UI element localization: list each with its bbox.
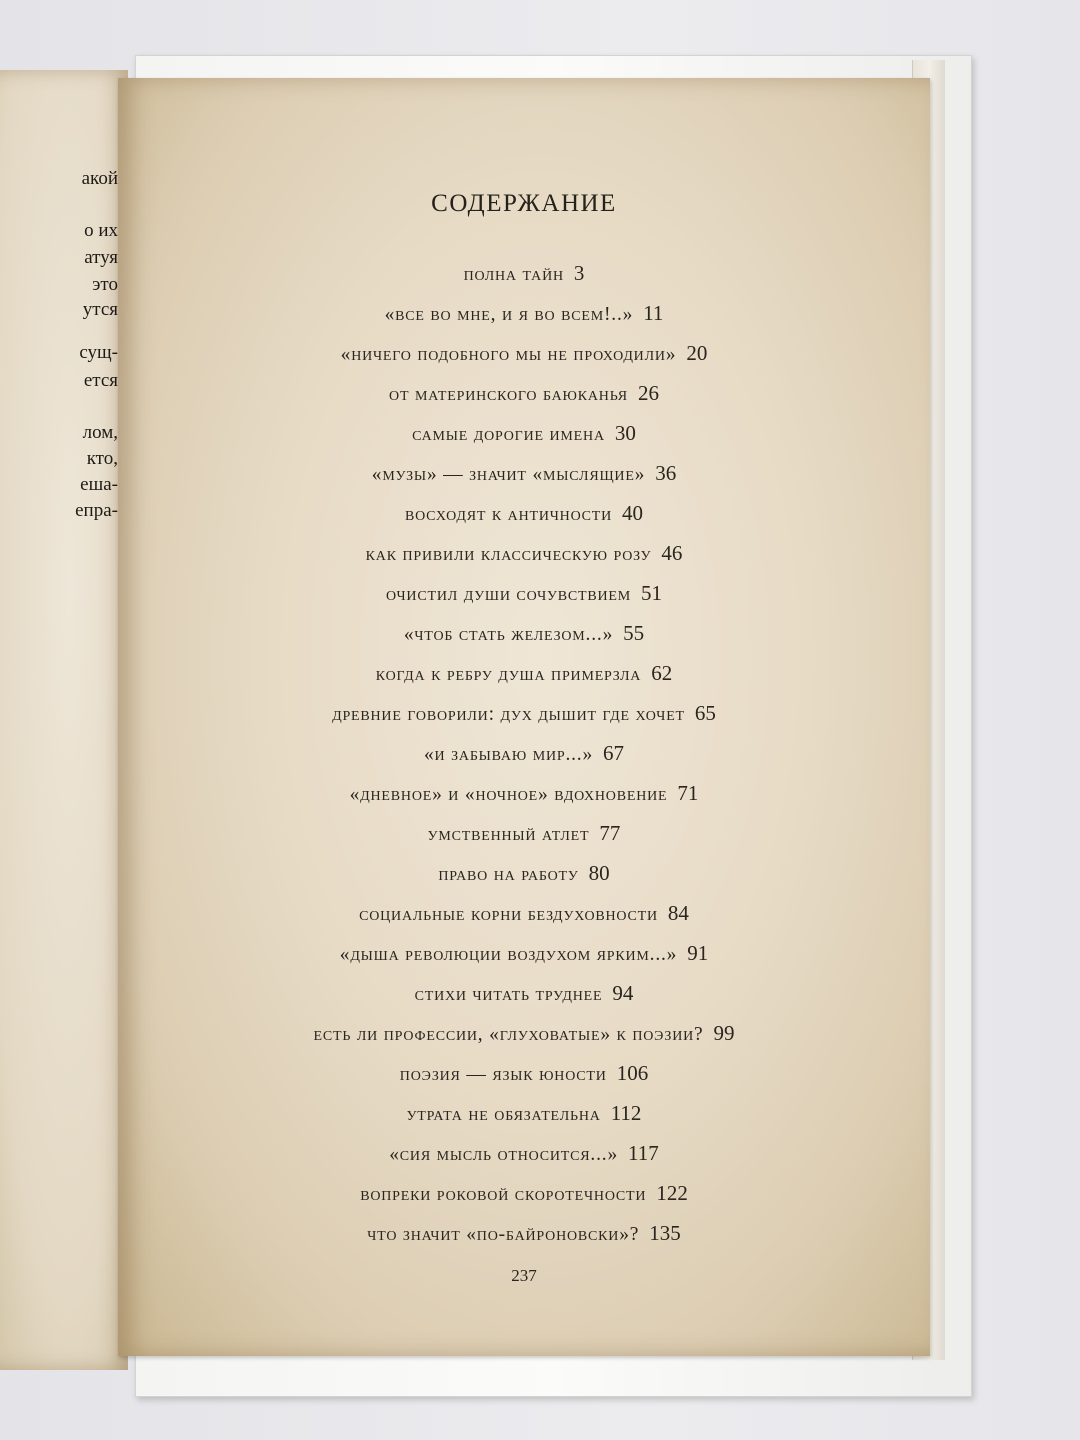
left-page-line: атуя xyxy=(84,247,118,268)
left-page-line: ется xyxy=(83,370,118,391)
toc-entry-title: самые дорогие имена xyxy=(412,424,605,445)
left-page xyxy=(0,70,128,1370)
toc-entry-page: 40 xyxy=(622,501,644,525)
toc-entry-page: 106 xyxy=(616,1061,649,1085)
left-page-line: утся xyxy=(82,299,118,320)
toc-entry-page: 84 xyxy=(667,901,689,925)
toc-entry xyxy=(118,573,930,613)
toc-entry xyxy=(118,333,930,373)
toc-entry-page: 122 xyxy=(656,1181,688,1205)
toc-entry-page: 3 xyxy=(573,261,585,285)
toc-entry xyxy=(118,493,930,533)
left-page-line: сущ- xyxy=(79,342,118,363)
toc-entry-title: полна тайн xyxy=(463,264,564,285)
toc-entry-title: древние говорили: дух дышит где хочет xyxy=(332,704,685,725)
toc-entry-title: «чтоб стать железом...» xyxy=(403,624,614,645)
toc-entry-title: «дневное» и «ночное» вдохновение xyxy=(349,784,668,805)
toc-entry-page: 99 xyxy=(713,1021,735,1045)
toc-entry xyxy=(118,413,930,453)
toc-entry xyxy=(118,973,930,1013)
toc-entry-title: поэзия — язык юности xyxy=(399,1064,607,1085)
toc-entry xyxy=(118,853,930,893)
contents-heading: СОДЕРЖАНИЕ xyxy=(431,190,617,217)
toc-entry-page: 135 xyxy=(649,1221,681,1245)
toc-entry-title: «дыша революции воздухом ярким...» xyxy=(339,944,678,965)
left-page-line: акой xyxy=(81,168,118,189)
toc-entry-title: стихи читать труднее xyxy=(414,984,603,1005)
toc-entry xyxy=(118,1133,930,1173)
toc-entry-page: 26 xyxy=(637,381,659,405)
toc-entry-title: есть ли профессии, «глуховатые» к поэзии? xyxy=(313,1024,704,1045)
left-page-line: епра- xyxy=(75,500,118,521)
toc-entry-page: 67 xyxy=(603,741,625,765)
page-number: 237 xyxy=(511,1266,537,1285)
toc-entry-title: вопреки роковой скоротечности xyxy=(360,1184,647,1205)
toc-entry-page: 51 xyxy=(641,581,663,605)
toc-entry-title: от материнского баюканья xyxy=(389,384,628,405)
toc-entry xyxy=(118,253,930,293)
toc-entry-title: «ничего подобного мы не проходили» xyxy=(340,344,677,365)
toc-entry-page: 112 xyxy=(610,1101,642,1125)
toc-entry xyxy=(118,653,930,693)
left-page-line: это xyxy=(92,274,118,295)
toc-entry-page: 46 xyxy=(661,541,683,565)
toc-entry xyxy=(118,1173,930,1213)
toc-entry-page: 77 xyxy=(599,821,621,845)
toc-entry-title: «все во мне, и я во всем!..» xyxy=(384,304,634,325)
toc-entry-title: умственный атлет xyxy=(427,824,590,845)
toc-entry-page: 65 xyxy=(694,701,716,725)
toc-entry xyxy=(118,813,930,853)
toc-entry-title: социальные корни бездуховности xyxy=(359,904,658,925)
toc-entry-page: 80 xyxy=(588,861,610,885)
toc-entry-page: 62 xyxy=(651,661,673,685)
toc-entry-page: 36 xyxy=(655,461,677,485)
toc-entry xyxy=(118,1013,930,1053)
toc-entry-title: восходят к античности xyxy=(404,504,613,525)
toc-entry xyxy=(118,613,930,653)
toc-entry-title: утрата не обязательна xyxy=(406,1104,601,1125)
toc-entry-page: 94 xyxy=(612,981,634,1005)
toc-entry xyxy=(118,693,930,733)
toc-entry xyxy=(118,373,930,413)
left-page-line: еша- xyxy=(80,474,118,495)
toc-entry-page: 55 xyxy=(623,621,645,645)
toc-entry-title: «и забываю мир...» xyxy=(423,744,594,765)
toc-entry xyxy=(118,533,930,573)
table-of-contents xyxy=(118,253,930,1253)
toc-entry-title: как привили классическую розу xyxy=(365,544,652,565)
toc-entry-title: право на работу xyxy=(438,864,579,885)
toc-entry-page: 30 xyxy=(614,421,636,445)
toc-entry-page: 117 xyxy=(628,1141,659,1165)
toc-entry xyxy=(118,1213,930,1253)
toc-entry-title: что значит «по-байроновски»? xyxy=(367,1224,640,1245)
left-page-line: о их xyxy=(84,220,118,241)
toc-entry xyxy=(118,293,930,333)
toc-entry xyxy=(118,893,930,933)
toc-entry-title: «музы» — значит «мыслящие» xyxy=(371,464,646,485)
contents-page xyxy=(118,78,930,1356)
toc-entry xyxy=(118,1093,930,1133)
toc-entry xyxy=(118,453,930,493)
left-page-line: кто, xyxy=(86,448,118,469)
left-page-line: лом, xyxy=(82,422,118,443)
toc-entry-page: 11 xyxy=(643,301,664,325)
toc-entry xyxy=(118,933,930,973)
toc-entry xyxy=(118,773,930,813)
toc-entry-title: когда к ребру душа примерзла xyxy=(375,664,642,685)
toc-entry-page: 20 xyxy=(686,341,708,365)
toc-entry xyxy=(118,733,930,773)
toc-entry-page: 71 xyxy=(677,781,699,805)
toc-entry xyxy=(118,1053,930,1093)
toc-entry-title: «сия мысль относится...» xyxy=(389,1144,619,1165)
toc-entry-title: очистил души сочувствием xyxy=(385,584,632,605)
toc-entry-page: 91 xyxy=(687,941,709,965)
